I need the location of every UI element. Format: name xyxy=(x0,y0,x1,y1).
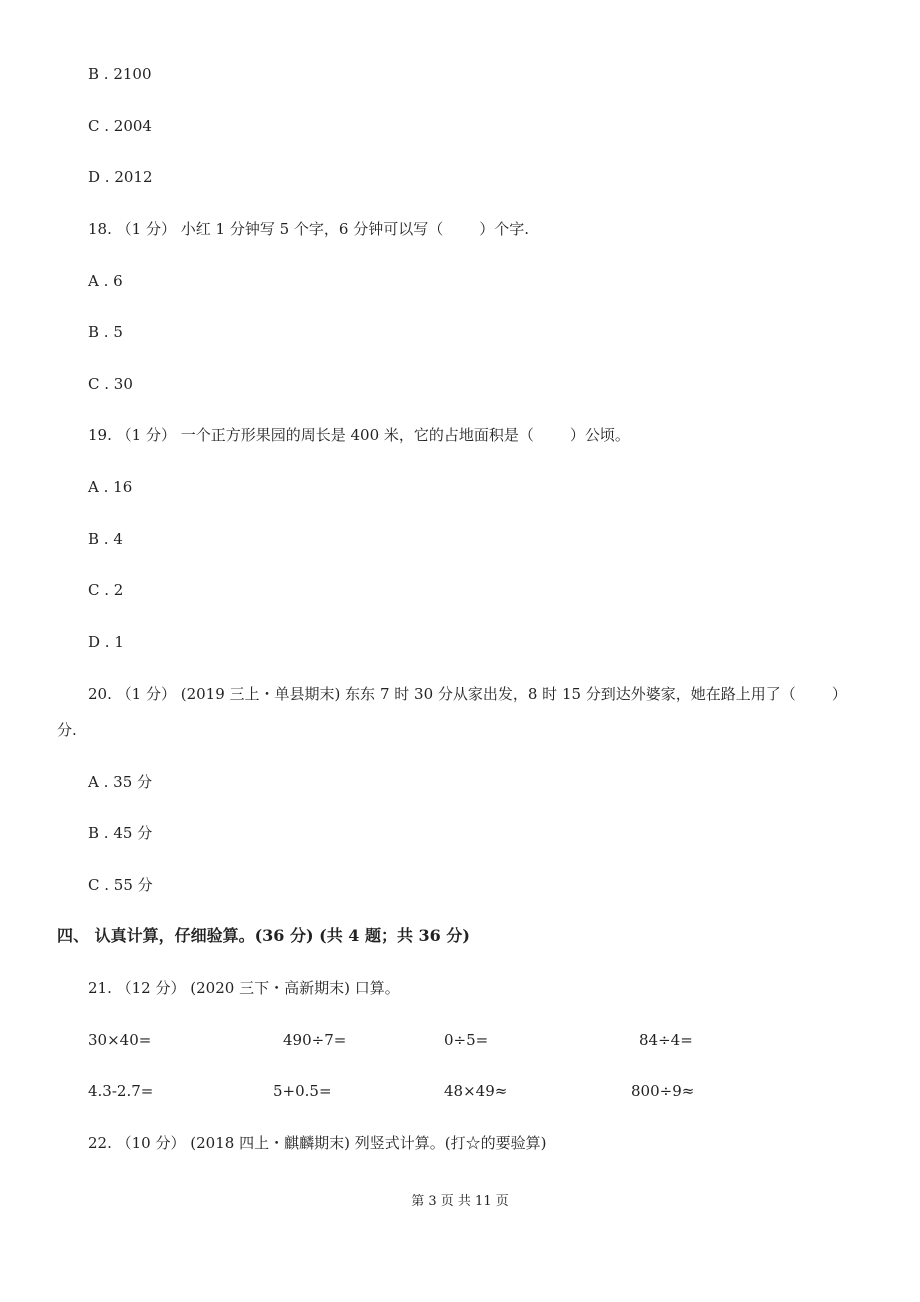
page-footer: 第 3 页 共 11 页 xyxy=(411,1194,509,1209)
question-22 xyxy=(88,1133,546,1153)
q19-option-c: C . 2 xyxy=(88,581,124,599)
calc-item: 0÷5= xyxy=(444,1031,489,1049)
calc-item: 490÷7= xyxy=(283,1031,347,1049)
calc-item: 84÷4= xyxy=(639,1031,693,1049)
option-c-prev: C . 2004 xyxy=(88,117,152,135)
question-number: 18. xyxy=(88,220,112,238)
question-20: 20. （1 分） (2019 三上・单县期末) 东东 7 时 30 分从家出发，8 时 15 分到达外婆家，她在路上用了（ ） xyxy=(88,685,847,703)
question-text: 列竖式计算。(打☆的要验算) xyxy=(354,1134,547,1152)
question-number: 19. xyxy=(88,426,112,444)
question-20-line2: 分. xyxy=(57,721,77,739)
calc-item: 48×49≈ xyxy=(444,1082,508,1100)
q19-option-a: A . 16 xyxy=(88,478,133,496)
question-number: 21. xyxy=(88,979,112,997)
question-19: 19. （1 分） 一个正方形果园的周长是 400 米，它的占地面积是（ ）公顷。 xyxy=(88,426,630,444)
question-number: 22. xyxy=(88,1134,112,1152)
question-text: 东东 7 时 30 分从家出发，8 时 15 分到达外婆家，她在路上用了（ xyxy=(345,685,796,703)
question-score: （10 分） xyxy=(116,1134,186,1152)
q19-option-b: B . 4 xyxy=(88,530,123,548)
question-21 xyxy=(88,978,400,998)
section-heading: 四、 认真计算，仔细验算。(36 分) (共 4 题；共 36 分) xyxy=(57,926,470,945)
question-score: （1 分） xyxy=(116,685,176,703)
q18-option-c: C . 30 xyxy=(88,375,133,393)
option-d-prev: D . 2012 xyxy=(88,168,153,186)
q19-option-d: D . 1 xyxy=(88,633,124,651)
q20-option-b: B . 45 分 xyxy=(88,824,153,842)
question-score: （1 分） xyxy=(116,426,176,444)
q18-option-a: A . 6 xyxy=(88,272,123,290)
q20-option-a: A . 35 分 xyxy=(88,773,153,791)
question-source: (2019 三上・单县期末) xyxy=(180,685,341,703)
q18-option-b: B . 5 xyxy=(88,323,123,341)
question-text: 小红 1 分钟写 5 个字，6 分钟可以写（ xyxy=(180,220,444,238)
question-score: （1 分） xyxy=(116,220,176,238)
calc-item: 5+0.5= xyxy=(273,1082,332,1100)
question-number: 20. xyxy=(88,685,112,703)
question-text: 一个正方形果园的周长是 400 米，它的占地面积是（ xyxy=(180,426,534,444)
calc-item: 800÷9≈ xyxy=(631,1082,695,1100)
option-b-prev: B . 2100 xyxy=(88,65,152,83)
calc-item: 4.3-2.7= xyxy=(88,1082,154,1100)
question-source: (2020 三下・高新期末) xyxy=(190,979,350,997)
question-score: （12 分） xyxy=(116,979,186,997)
calc-item: 30×40= xyxy=(88,1031,152,1049)
q20-option-c: C . 55 分 xyxy=(88,876,153,894)
question-source: (2018 四上・麒麟期末) xyxy=(190,1134,350,1152)
question-18: 18. （1 分） 小红 1 分钟写 5 个字，6 分钟可以写（ ）个字. xyxy=(88,220,529,238)
question-text: 口算。 xyxy=(354,979,400,997)
